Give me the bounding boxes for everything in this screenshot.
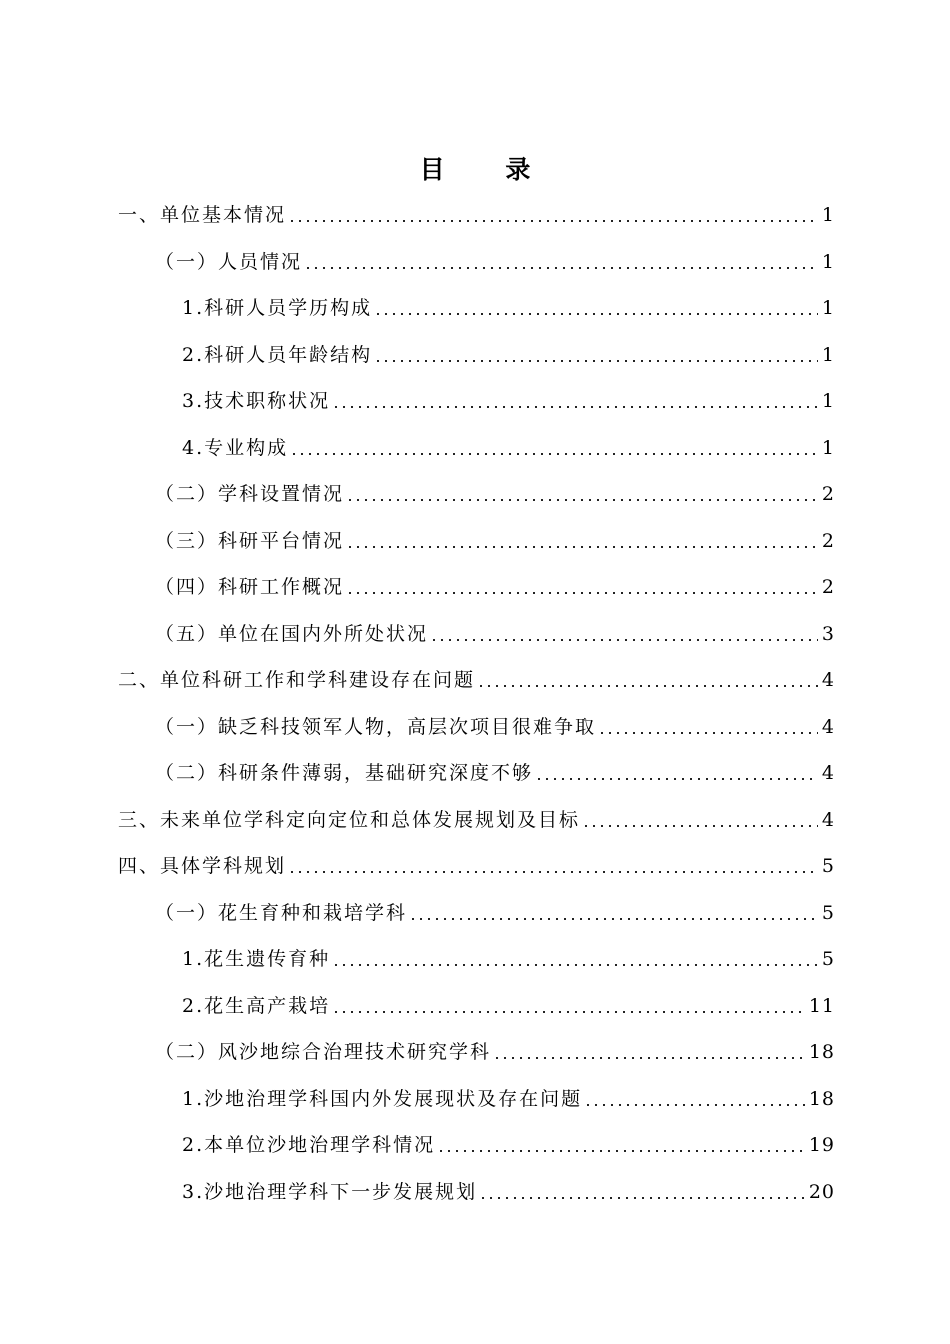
toc-page-number: 2 [821,576,835,598]
toc-entry[interactable] [155,617,835,647]
toc-page-number: 5 [821,948,835,970]
toc-entry-label: （二）学科设置情况 [155,483,345,505]
toc-entry[interactable] [182,291,835,321]
toc-dot-leader [477,685,818,687]
toc-dot-leader [332,964,818,966]
toc-entry-label: （二）风沙地综合治理技术研究学科 [155,1041,492,1063]
toc-page-number: 4 [821,669,835,691]
toc-entry[interactable] [182,942,835,972]
toc-entry-label: （五）单位在国内外所处状况 [155,622,429,645]
toc-page-number: 2 [821,529,835,552]
toc-entry[interactable] [155,710,835,740]
toc-entry-label: 2.花生高产栽培 [182,994,331,1017]
toc-entry[interactable] [118,849,835,879]
toc-entry-label: 3.沙地治理学科下一步发展规划 [182,1180,478,1203]
toc-dot-leader [584,1104,805,1106]
toc-page-number: 4 [821,762,835,784]
toc-entry-label: 1.花生遗传育种 [182,948,331,970]
toc-entry[interactable] [118,198,835,228]
toc-entry-label: 3.技术职称状况 [182,390,331,412]
toc-entry[interactable] [182,989,835,1019]
toc-page-number: 2 [821,483,835,505]
toc-page-number: 19 [808,1134,835,1156]
toc-page-number: 1 [821,436,835,459]
toc-page-number: 1 [821,390,835,412]
toc-entry-label: （二）科研条件薄弱，基础研究深度不够 [155,762,534,784]
toc-page-number: 5 [821,901,835,924]
toc-entry[interactable] [182,384,835,414]
toc-entry-label: 2.本单位沙地治理学科情况 [182,1134,436,1156]
toc-dot-leader [430,639,818,641]
toc-dot-leader [346,499,818,501]
toc-title: 目 录 [419,155,557,184]
toc-page-number: 4 [821,808,835,831]
toc-dot-leader [582,825,818,827]
toc-entry[interactable] [155,756,835,786]
toc-entry-label: （三）科研平台情况 [155,529,345,552]
toc-entry[interactable] [118,663,835,693]
toc-entry[interactable] [182,1175,835,1205]
toc-dot-leader [374,313,818,315]
toc-page-number: 5 [821,855,835,877]
toc-page-number: 4 [821,715,835,738]
toc-entry[interactable] [182,1082,835,1112]
toc-page-number: 3 [821,622,835,645]
toc-entry-label: 1.沙地治理学科国内外发展现状及存在问题 [182,1087,583,1110]
toc-dot-leader [409,918,818,920]
toc-page-number: 11 [808,994,835,1017]
toc-dot-leader [304,267,818,269]
toc-entry-label: 三、未来单位学科定向定位和总体发展规划及目标 [118,808,581,831]
toc-entry[interactable] [155,570,835,600]
toc-dot-leader [598,732,818,734]
toc-entry[interactable] [155,477,835,507]
toc-dot-leader [479,1197,805,1199]
toc-entry[interactable] [155,896,835,926]
toc-page-number: 1 [821,343,835,366]
toc-page-number: 1 [821,297,835,319]
toc-dot-leader [346,546,818,548]
toc-entry[interactable] [155,524,835,554]
toc-dot-leader [374,360,818,362]
toc-page-number: 20 [808,1180,835,1203]
toc-dot-leader [493,1057,805,1059]
toc-dot-leader [332,406,818,408]
toc-entry-label: 1.科研人员学历构成 [182,297,373,319]
toc-entry[interactable] [182,338,835,368]
toc-entry-label: 二、单位科研工作和学科建设存在问题 [118,669,476,691]
toc-entry-label: （一）花生育种和栽培学科 [155,901,408,924]
toc-entry-label: （一）缺乏科技领军人物，高层次项目很难争取 [155,715,597,738]
toc-entry-label: 4.专业构成 [182,436,289,459]
toc-page-number: 18 [808,1041,835,1063]
toc-entry[interactable] [182,1128,835,1158]
toc-entry-label: 四、具体学科规划 [118,855,287,877]
toc-dot-leader [332,1011,805,1013]
toc-entry-label: 2.科研人员年龄结构 [182,343,373,366]
toc-entry[interactable] [155,1035,835,1065]
toc-dot-leader [288,871,818,873]
toc-entry[interactable] [155,245,835,275]
toc-page-number: 1 [821,250,835,273]
toc-dot-leader [346,592,818,594]
toc-entry[interactable] [182,431,835,461]
toc-entry-label: （四）科研工作概况 [155,576,345,598]
toc-dot-leader [535,778,818,780]
toc-page-number: 18 [808,1087,835,1110]
toc-dot-leader [290,453,818,455]
toc-entry-label: （一）人员情况 [155,250,303,273]
toc-dot-leader [437,1150,805,1152]
toc-entry-label: 一、单位基本情况 [118,204,287,226]
toc-page-number: 1 [821,204,835,226]
toc-dot-leader [288,220,818,222]
toc-entry[interactable] [118,803,835,833]
